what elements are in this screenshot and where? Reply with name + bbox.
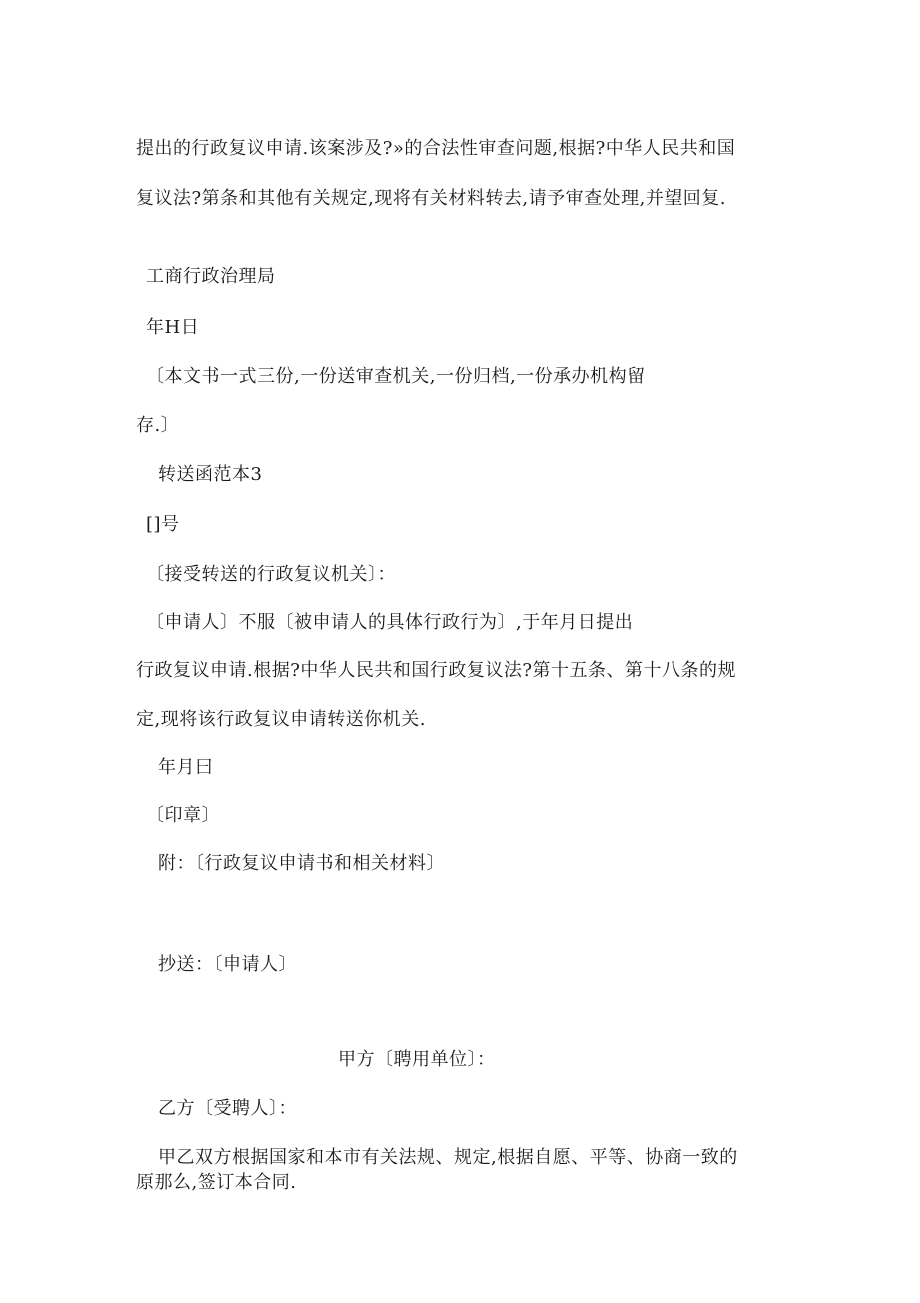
body-paragraph-line: 复议法?第条和其他有关规定,现将有关材料转去,请予审查处理,并望回复. [136, 188, 727, 209]
date-line: 年H日 [146, 317, 200, 338]
document-number: []号 [146, 514, 180, 535]
section-heading: 转送函范本3 [158, 464, 263, 485]
issuing-authority: 工商行政治理局 [146, 266, 276, 287]
addressee-line: 〔接受转送的行政复议机关〕： [146, 564, 396, 585]
contract-paragraph-line: 甲乙双方根据国家和本市有关法规、规定,根据自愿、平等、协商一致的 [158, 1147, 738, 1168]
seal-line: 〔印章〕 [146, 805, 220, 826]
body-paragraph-line: 定,现将该行政复议申请转送你机关. [136, 709, 426, 730]
contract-party-a: 甲方〔聘用单位〕： [338, 1049, 496, 1070]
body-paragraph-line: 行政复议申请.根据?中华人民共和国行政复议法?第十五条、第十八条的规 [136, 660, 737, 681]
contract-paragraph-line: 原那么,签订本合同. [136, 1172, 297, 1193]
copies-note-line: 〔本文书一式三份,一份送审查机关,一份归档,一份承办机构留 [146, 366, 646, 387]
copies-note-line: 存.〕 [136, 415, 180, 436]
contract-party-b: 乙方〔受聘人〕： [158, 1098, 297, 1119]
attachment-line: 附：〔行政复议申请书和相关材料〕 [158, 853, 445, 874]
cc-line: 抄送：〔申请人〕 [158, 954, 297, 975]
body-paragraph-line: 提出的行政复议申请.该案涉及?»的合法性审查问题,根据?中华人民共和国 [136, 138, 736, 159]
body-paragraph-line: 〔申请人〕不服〔被申请人的具体行政行为〕,于年月日提出 [146, 612, 634, 633]
date-line: 年月曰 [158, 757, 214, 778]
